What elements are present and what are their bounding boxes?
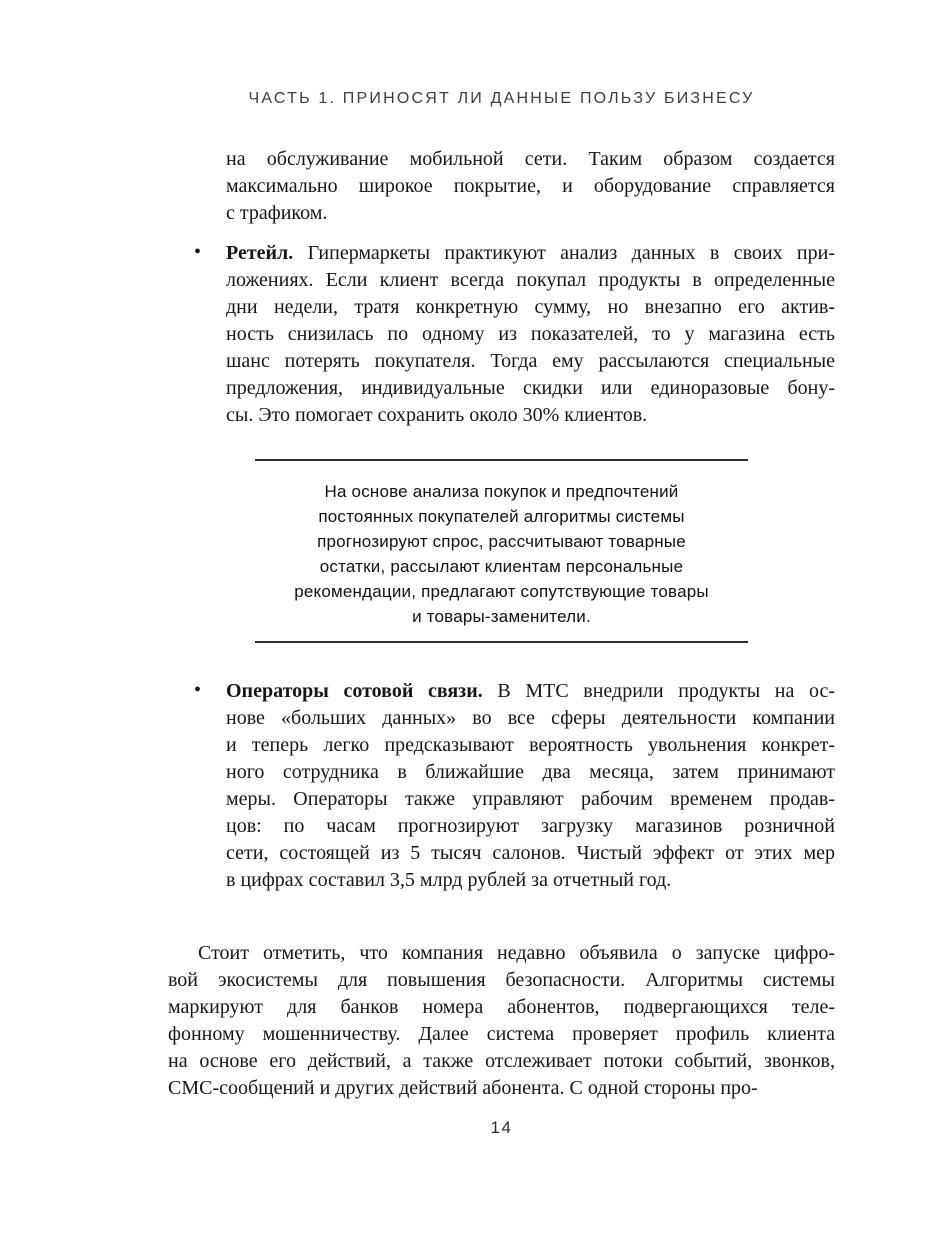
text-line: и товары-заменители. xyxy=(412,607,591,626)
pull-quote xyxy=(255,459,748,643)
text-line: дни недели, тратя конкретную сумму, но внезапно его актив- xyxy=(226,296,835,318)
text-line: вой экосистемы для повышения безопасности. Алгоритмы системы xyxy=(168,969,835,991)
bullet-text-retail xyxy=(226,240,835,429)
text-line: Ретейл. Гипермаркеты практикуют анализ данных в своих при- xyxy=(226,242,835,264)
text-line: ность снизилась по одному из показателей, то у магазина есть xyxy=(226,323,835,345)
text-line: на обслуживание мобильной сети. Таким образом создается xyxy=(226,148,835,170)
text-line: маркируют для банков номера абонентов, подвергающихся теле- xyxy=(168,996,835,1018)
text-line: сети, состоящей из 5 тысяч салонов. Чистый эффект от этих мер xyxy=(226,842,835,864)
closing-paragraph xyxy=(168,940,835,1102)
bullet-item-mobile-operators xyxy=(168,678,835,894)
text-line: прогнозируют спрос, рассчитывают товарные xyxy=(317,532,686,551)
bullet-marker: • xyxy=(194,241,202,263)
text-line: фонному мошенничеству. Далее система проверяет профиль клиента xyxy=(168,1023,835,1045)
text-line: ложениях. Если клиент всегда покупал продукты в определенные xyxy=(226,269,835,291)
text-line: ного сотрудника в ближайшие два месяца, затем принимают xyxy=(226,761,835,783)
quote-bottom-rule xyxy=(255,641,748,643)
text-line: предложения, индивидуальные скидки или единоразовые бону- xyxy=(226,377,835,399)
text-line: цов: по часам прогнозируют загрузку магазинов розничной xyxy=(226,815,835,837)
text-line: нове «больших данных» во все сферы деятельности компании xyxy=(226,707,835,729)
text-line: с трафиком. xyxy=(226,202,328,224)
text-line: СМС-сообщений и других действий абонента. С одной стороны про- xyxy=(168,1077,758,1099)
pull-quote-text xyxy=(255,479,748,629)
page-number: 14 xyxy=(490,1118,513,1137)
bullet-text-mobile-operators xyxy=(226,678,835,894)
text-line: в цифрах составил 3,5 млрд рублей за отчетный год. xyxy=(226,869,672,891)
text-line: сы. Это помогает сохранить около 30% клиентов. xyxy=(226,404,648,426)
bullet-lead: Ретейл. xyxy=(226,242,294,264)
bullet-item-retail xyxy=(168,240,835,429)
text-line: на основе его действий, а также отслеживает потоки событий, звонков, xyxy=(168,1050,835,1072)
bullet-marker: • xyxy=(194,679,202,701)
quote-top-rule xyxy=(255,459,748,461)
text-line: максимально широкое покрытие, и оборудование справляется xyxy=(226,175,835,197)
text-line: постоянных покупателей алгоритмы системы xyxy=(318,507,685,526)
text-line: остатки, рассылают клиентам персональные xyxy=(319,557,684,576)
text-line: Операторы сотовой связи. В МТС внедрили продукты на ос- xyxy=(226,680,835,702)
text-line: и теперь легко предсказывают вероятность увольнения конкрет- xyxy=(226,734,835,756)
paragraph-continuation xyxy=(226,146,835,227)
text-line: рекомендации, предлагают сопутствующие товары xyxy=(294,582,709,601)
text-line: меры. Операторы также управляют рабочим временем продав- xyxy=(226,788,835,810)
running-header: ЧАСТЬ 1. ПРИНОСЯТ ЛИ ДАННЫЕ ПОЛЬЗУ БИЗНЕСУ xyxy=(248,90,755,107)
text-line: Стоит отметить, что компания недавно объявила о запуске цифро- xyxy=(198,942,835,964)
bullet-lead: Операторы сотовой связи. xyxy=(226,680,483,702)
text-line: шанс потерять покупателя. Тогда ему рассылаются специальные xyxy=(226,350,835,372)
text-line: На основе анализа покупок и предпочтений xyxy=(324,482,679,501)
